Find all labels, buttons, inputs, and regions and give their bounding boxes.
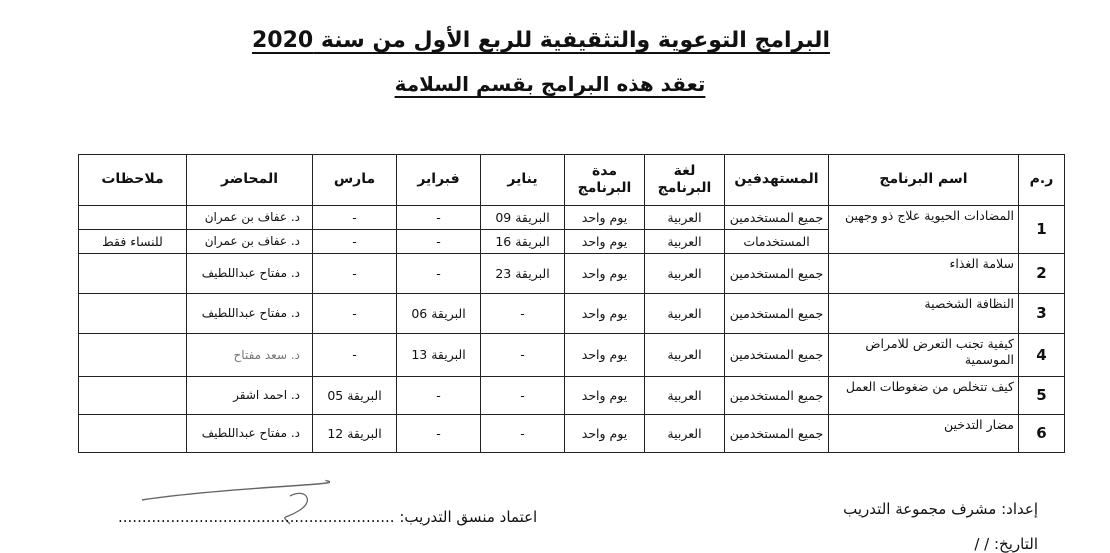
feb-cell: - [397,230,481,254]
row-number: 1 [1019,206,1065,254]
col-notes-header: ملاحظات [79,155,187,206]
col-feb-header: فبراير [397,155,481,206]
jan-cell: - [481,294,565,334]
duration-cell: يوم واحد [565,230,645,254]
duration-cell: يوم واحد [565,294,645,334]
page-subtitle: تعقد هذه البرامج بقسم السلامة [394,72,706,96]
feb-cell: البريقة 13 [397,334,481,377]
col-audience-header: المستهدفين [725,155,829,206]
mar-cell: - [313,230,397,254]
program-name: المضادات الحيوية علاج ذو وجهين [829,206,1019,254]
table-row [79,415,1065,453]
lecturer-cell: د. سعد مفتاح [187,334,313,377]
programs-table [78,154,1065,453]
jan-cell: - [481,377,565,415]
language-cell: العربية [645,294,725,334]
notes-cell: للنساء فقط [79,230,187,254]
lecturer-cell: د. مفتاح عبداللطيف [187,294,313,334]
feb-cell: - [397,254,481,294]
col-program-header: اسم البرنامج [829,155,1019,206]
mar-cell: - [313,294,397,334]
row-number: 3 [1019,294,1065,334]
col-duration-header: مدة البرنامج [565,155,645,206]
table-row [79,377,1065,415]
notes-cell [79,254,187,294]
lecturer-cell: د. عفاف بن عمران [187,230,313,254]
audience-cell: جميع المستخدمين [725,415,829,453]
program-name: النظافة الشخصية [829,294,1019,334]
jan-cell: البريقة 23 [481,254,565,294]
duration-cell: يوم واحد [565,377,645,415]
language-cell: العربية [645,415,725,453]
audience-cell: جميع المستخدمين [725,334,829,377]
mar-cell: - [313,206,397,230]
col-lecturer-header: المحاضر [187,155,313,206]
duration-cell: يوم واحد [565,206,645,230]
row-number: 4 [1019,334,1065,377]
table-row [79,294,1065,334]
col-mar-header: مارس [313,155,397,206]
audience-cell: جميع المستخدمين [725,206,829,230]
table-row [79,334,1065,377]
audience-cell: جميع المستخدمين [725,377,829,415]
duration-cell: يوم واحد [565,254,645,294]
jan-cell: البريقة 16 [481,230,565,254]
row-number: 6 [1019,415,1065,453]
program-name: كيفية تجنب التعرض للامراض الموسمية [829,334,1019,377]
lecturer-cell: د. مفتاح عبداللطيف [187,254,313,294]
duration-cell: يوم واحد [565,415,645,453]
program-name: كيف تتخلص من ضغوطات العمل [829,377,1019,415]
table-row [79,254,1065,294]
feb-cell: - [397,415,481,453]
col-jan-header: يناير [481,155,565,206]
feb-cell: - [397,206,481,230]
page-title: البرامج التوعوية والتثقيفية للربع الأول من سنة 2020 [251,28,830,53]
notes-cell [79,415,187,453]
program-name: سلامة الغذاء [829,254,1019,294]
duration-cell: يوم واحد [565,334,645,377]
row-number: 2 [1019,254,1065,294]
language-cell: العربية [645,377,725,415]
mar-cell: - [313,334,397,377]
language-cell: العربية [645,254,725,294]
table-row [79,206,1065,230]
col-num-header: ر.م [1019,155,1065,206]
audience-cell: جميع المستخدمين [725,294,829,334]
lecturer-cell: د. احمد اشقر [187,377,313,415]
jan-cell: البريقة 09 [481,206,565,230]
date-line: التاريخ: / / [974,535,1038,553]
feb-cell: - [397,377,481,415]
notes-cell [79,334,187,377]
feb-cell: البريقة 06 [397,294,481,334]
language-cell: العربية [645,230,725,254]
notes-cell [79,294,187,334]
table-header-row [79,155,1065,206]
lecturer-cell: د. مفتاح عبداللطيف [187,415,313,453]
notes-cell [79,377,187,415]
prepared-by: إعداد: مشرف مجموعة التدريب [843,500,1038,518]
notes-cell [79,206,187,230]
mar-cell: البريقة 05 [313,377,397,415]
mar-cell: - [313,254,397,294]
row-number: 5 [1019,377,1065,415]
audience-cell: المستخدمات [725,230,829,254]
lecturer-cell: د. عفاف بن عمران [187,206,313,230]
mar-cell: البريقة 12 [313,415,397,453]
approval-line: اعتماد منسق التدريب: .......................................................... [118,508,538,526]
program-name: مضار التدخين [829,415,1019,453]
audience-cell: جميع المستخدمين [725,254,829,294]
jan-cell: - [481,415,565,453]
language-cell: العربية [645,334,725,377]
jan-cell: - [481,334,565,377]
col-language-header: لغة البرنامج [645,155,725,206]
language-cell: العربية [645,206,725,230]
